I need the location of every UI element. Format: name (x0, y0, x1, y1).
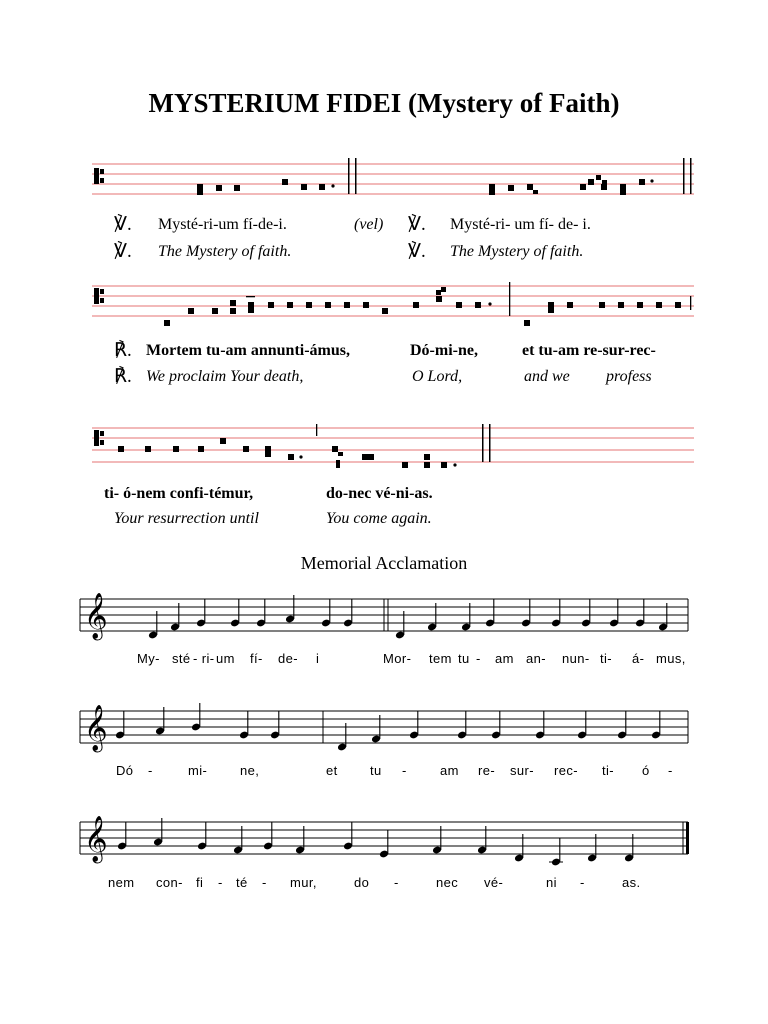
chant-english-3a: Your resurrection until (114, 510, 259, 527)
chant-latin-3a: ti- ó-nem confi-témur, (104, 485, 254, 502)
treble-clef-icon: 𝄞 (84, 705, 108, 751)
chant-latin-1b: Mysté-ri- um fí- de- i. (450, 216, 591, 233)
lyric-syllable: rec- (554, 763, 578, 778)
lyric-syllable: - (580, 875, 585, 890)
chant-english-2b: O Lord, (412, 368, 463, 385)
lyric-syllable: nun- (562, 651, 590, 666)
lyric-syllable: - (668, 763, 673, 778)
lyric-syllable: - ri- (193, 651, 215, 666)
c-clef-icon (94, 168, 104, 184)
page-title: MYSTERIUM FIDEI (Mystery of Faith) (148, 88, 620, 118)
lyric-syllable: sté (172, 651, 191, 666)
versicle-symbol: ℣. (114, 241, 132, 262)
lyric-syllable: Mor- (383, 651, 412, 666)
lyric-syllable: mus, (656, 651, 686, 666)
lyric-syllable: con- (156, 875, 183, 890)
chant-latin-3b: do-nec vé-ni-as. (326, 485, 433, 502)
chant-english-1a: The Mystery of faith. (158, 243, 292, 260)
chant-latin-1a: Mysté-ri-um fí-de-i. (158, 216, 287, 233)
lyric-syllable: - (148, 763, 153, 778)
lyric-syllable: et (326, 763, 338, 778)
chant-latin-2a: Mortem tu-am annunti-ámus, (146, 342, 350, 359)
lyric-syllable: ne, (240, 763, 260, 778)
lyric-syllable: mur, (290, 875, 317, 890)
lyric-syllable: - (218, 875, 223, 890)
lyric-syllable: - (262, 875, 267, 890)
chant-staff-1 (0, 158, 768, 208)
lyric-syllable: ti- (602, 763, 615, 778)
lyric-syllable: do (354, 875, 370, 890)
lyric-syllable: am (440, 763, 459, 778)
response-symbol: ℟. (114, 340, 132, 361)
versicle-symbol: ℣. (408, 214, 426, 235)
lyric-syllable: am (495, 651, 514, 666)
lyric-syllable: i (316, 651, 320, 666)
lyric-syllable: tu (458, 651, 470, 666)
lyric-syllable: fi (196, 875, 204, 890)
lyric-syllable: as. (622, 875, 641, 890)
chant-vel: (vel) (354, 216, 384, 233)
chant-english-2d: profess (606, 368, 652, 385)
chant-english-3b: You come again. (326, 510, 432, 527)
lyric-syllable: ni (546, 875, 557, 890)
lyric-syllable: vé- (484, 875, 504, 890)
lyric-syllable: - (394, 875, 399, 890)
modern-staff-1 (0, 585, 768, 655)
chant-latin-2c: et tu-am re-sur-rec- (522, 342, 656, 359)
lyric-syllable: um (216, 651, 235, 666)
lyric-syllable: á- (632, 651, 645, 666)
lyric-syllable: My- (137, 651, 160, 666)
versicle-symbol: ℣. (114, 214, 132, 235)
lyric-syllable: ti- (600, 651, 613, 666)
memorial-acclamation-title: Memorial Acclamation (300, 553, 468, 573)
lyric-syllable: re- (478, 763, 496, 778)
lyric-syllable: nem (108, 875, 135, 890)
lyric-syllable: sur- (510, 763, 534, 778)
lyric-syllable: - (476, 651, 481, 666)
chant-english-2c: and we (524, 368, 570, 385)
lyric-syllable: nec (436, 875, 459, 890)
lyric-syllable: té (236, 875, 248, 890)
versicle-symbol: ℣. (408, 241, 426, 262)
response-symbol: ℟. (114, 366, 132, 387)
chant-staff-2 (0, 282, 768, 332)
chant-latin-2b: Dó-mi-ne, (410, 342, 478, 359)
lyric-syllable: tu (370, 763, 382, 778)
chant-english-1b: The Mystery of faith. (450, 243, 584, 260)
lyric-syllable: tem (429, 651, 452, 666)
lyric-syllable: de- (278, 651, 298, 666)
treble-clef-icon: 𝄞 (84, 816, 108, 862)
treble-clef-icon: 𝄞 (84, 593, 108, 639)
chant-staff-3 (0, 424, 768, 484)
lyric-syllable: Dó (116, 763, 134, 778)
modern-staff-2 (0, 697, 768, 767)
lyric-syllable: mi- (188, 763, 208, 778)
lyric-syllable: - (402, 763, 407, 778)
lyric-syllable: ó (642, 763, 650, 778)
chant-english-2a: We proclaim Your death, (146, 368, 304, 385)
lyric-syllable: an- (526, 651, 546, 666)
lyric-syllable: fí- (250, 651, 263, 666)
